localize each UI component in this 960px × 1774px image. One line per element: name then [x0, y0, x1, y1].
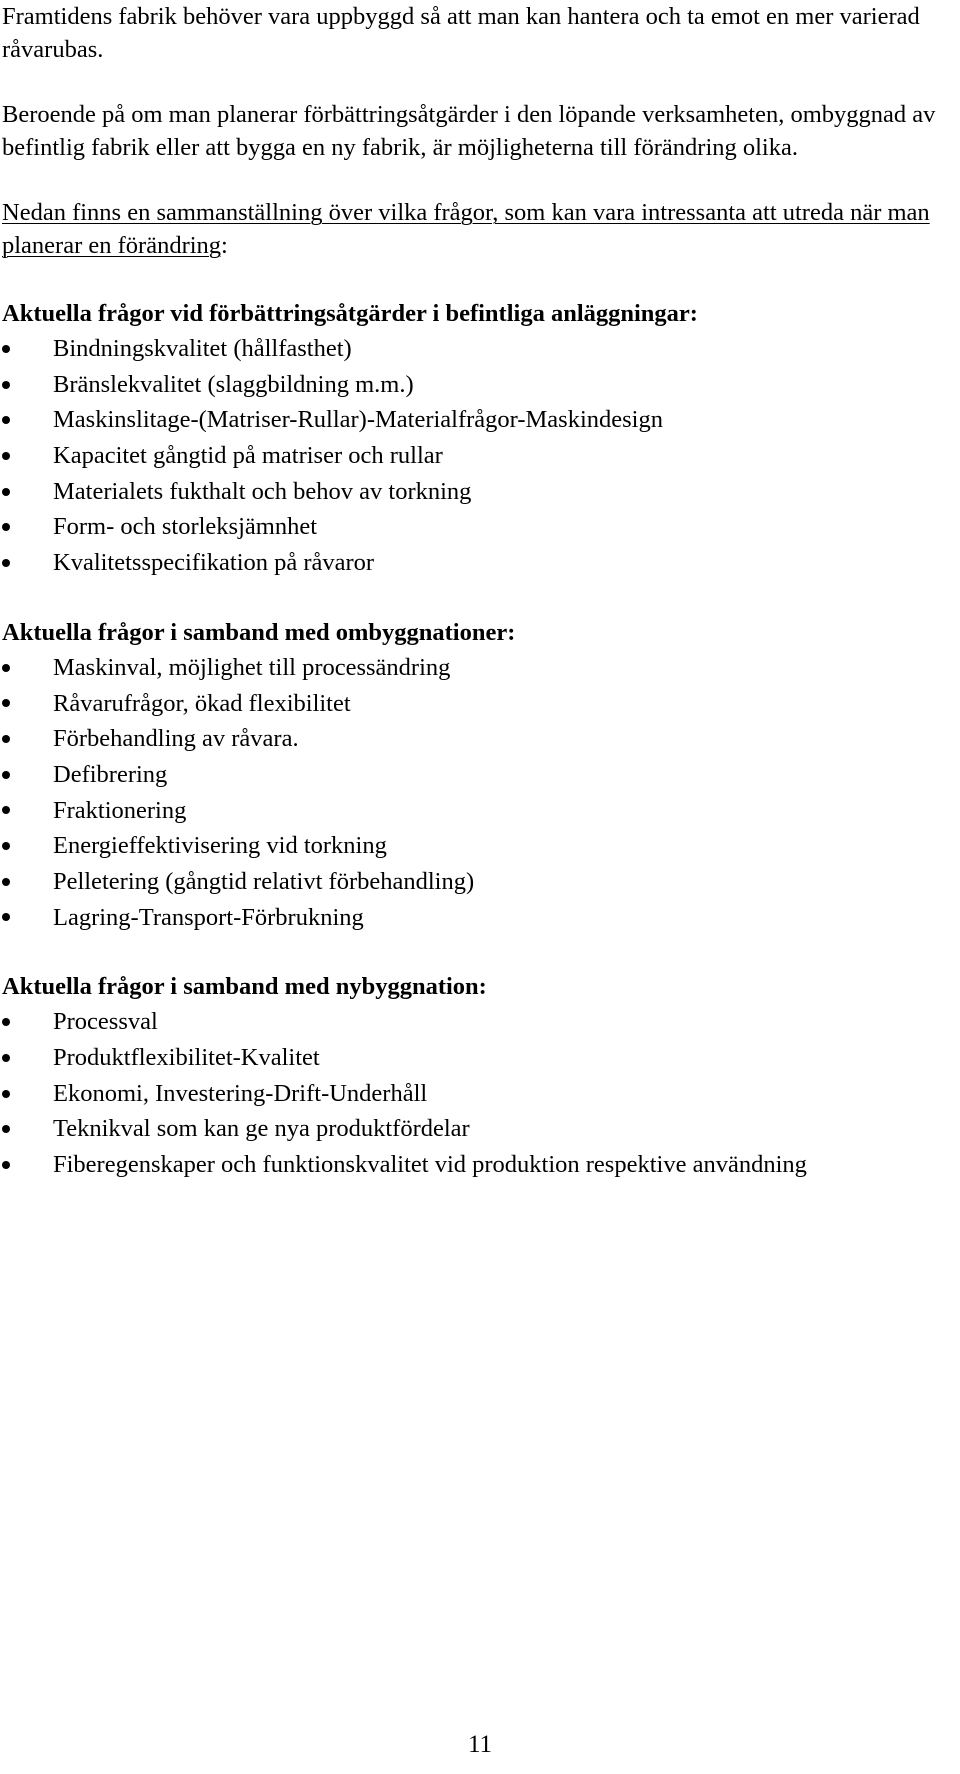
bullet-icon: [2, 735, 10, 743]
list-item-text: Kapacitet gångtid på matriser och rullar: [53, 442, 443, 470]
list-item: [2, 900, 960, 936]
list-item: [2, 1076, 960, 1112]
list-item: [2, 1147, 960, 1183]
list-item-text: Form- och storleksjämnhet: [53, 513, 318, 541]
page-number: 11: [467, 1731, 493, 1758]
bullet-list: [2, 650, 960, 936]
list-item-text: Råvarufrågor, ökad flexibilitet: [53, 689, 351, 717]
bullet-icon: [2, 1054, 10, 1062]
list-item: [2, 438, 960, 474]
list-item: [2, 331, 960, 367]
paragraph-intro: [2, 196, 947, 262]
list-item: [2, 367, 960, 403]
list-item-text: Kvalitetsspecifikation på råvaror: [53, 549, 375, 577]
list-item-text: Defibrering: [53, 760, 168, 788]
list-item-text: Fiberegenskaper och funktionskvalitet vid produktion respektive användning: [53, 1151, 807, 1179]
bullet-icon: [2, 452, 10, 460]
list-item-text: Produktflexibilitet-Kvalitet: [53, 1044, 320, 1071]
list-item-text: Maskinslitage-(Matriser-Rullar)-Materialfrågor-Maskindesign: [53, 406, 663, 434]
section-new-build: [2, 969, 960, 1182]
bullet-icon: [2, 1125, 10, 1133]
list-item: [2, 757, 960, 793]
list-item-text: Pelletering (gångtid relativt förbehandling): [53, 867, 475, 895]
bullet-icon: [2, 381, 10, 389]
bullet-icon: [2, 664, 10, 672]
list-item-text: Lagring-Transport-Förbrukning: [53, 903, 364, 931]
section-improvements: [2, 296, 960, 581]
bullet-icon: [2, 559, 10, 567]
bullet-icon: [2, 699, 10, 707]
bullet-icon: [2, 1090, 10, 1098]
list-item-text: Energieffektivisering vid torkning: [53, 832, 387, 860]
bullet-icon: [2, 1161, 10, 1169]
list-item-text: Fraktionering: [53, 796, 187, 824]
bullet-list: [2, 1004, 960, 1182]
list-item: [2, 474, 960, 510]
list-item: [2, 650, 960, 686]
list-item: [2, 1111, 960, 1147]
list-item-text: Bränslekvalitet (slaggbildning m.m.): [53, 370, 414, 398]
list-item: [2, 1040, 960, 1076]
section-title: Aktuella frågor i samband med nybyggnation:: [2, 973, 487, 1001]
list-item: [2, 1004, 960, 1040]
bullet-icon: [2, 416, 10, 424]
list-item-text: Materialets fukthalt och behov av torkning: [53, 477, 472, 505]
paragraph-1: Framtidens fabrik behöver vara uppbyggd så att man kan hantera och ta emot en mer varierad råvarubas.: [2, 3, 920, 63]
paragraph-2: Beroende på om man planerar förbättringsåtgärder i den löpande verksamheten, ombyggnad av befintlig fabrik eller att bygga en ny fabrik, är möjligheterna till förändring olika.: [2, 101, 936, 161]
bullet-icon: [2, 878, 10, 886]
intro-suffix: :: [221, 232, 228, 259]
list-item-text: Maskinval, möjlighet till processändring: [53, 653, 451, 681]
list-item: [2, 828, 960, 864]
intro-underlined-text: Nedan finns en sammanställning över vilka frågor, som kan vara intressanta att utreda när man planerar en förändring: [2, 199, 930, 259]
bullet-list: [2, 331, 960, 581]
list-item: [2, 793, 960, 829]
list-item: [2, 509, 960, 545]
list-item: [2, 686, 960, 722]
section-rebuild: [2, 615, 960, 936]
section-title: Aktuella frågor i samband med ombyggnationer:: [2, 618, 516, 646]
bullet-icon: [2, 771, 10, 779]
list-item-text: Processval: [53, 1008, 158, 1036]
list-item-text: Bindningskvalitet (hållfasthet): [53, 335, 352, 362]
section-title: Aktuella frågor vid förbättringsåtgärder i befintliga anläggningar:: [2, 300, 698, 327]
bullet-icon: [2, 913, 10, 921]
list-item-text: Ekonomi, Investering-Drift-Underhåll: [53, 1079, 428, 1107]
bullet-icon: [2, 806, 10, 814]
list-item: [2, 402, 960, 438]
list-item: [2, 864, 960, 900]
list-item: [2, 721, 960, 757]
bullet-icon: [2, 1018, 10, 1026]
bullet-icon: [2, 842, 10, 850]
list-item-text: Teknikval som kan ge nya produktfördelar: [53, 1115, 470, 1143]
bullet-icon: [2, 345, 10, 353]
list-item-text: Förbehandling av råvara.: [53, 725, 299, 753]
bullet-icon: [2, 523, 10, 531]
bullet-icon: [2, 488, 10, 496]
list-item: [2, 545, 960, 581]
